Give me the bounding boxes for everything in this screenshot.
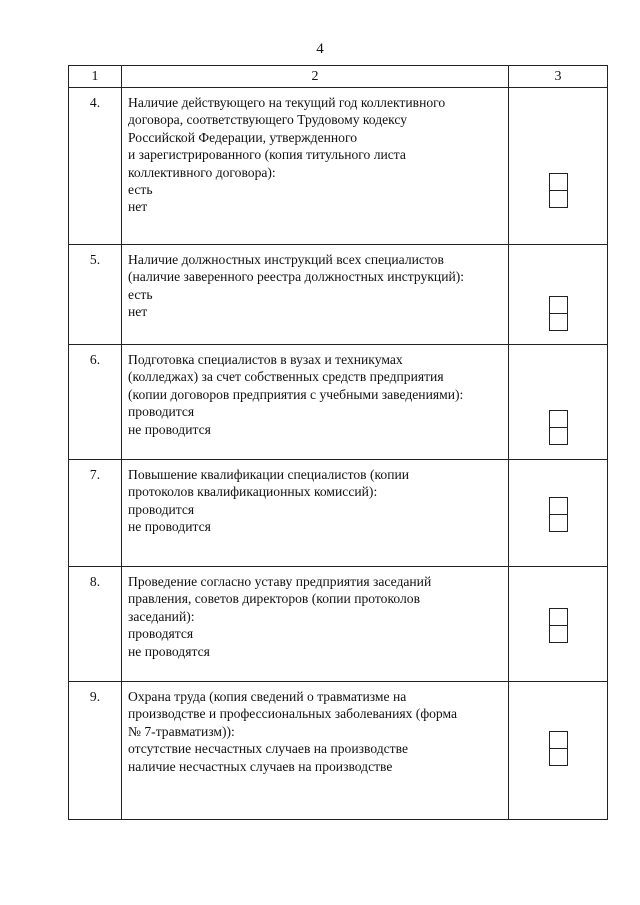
table-row (69, 682, 608, 820)
row-text-line: Подготовка специалистов в вузах и техникумах (128, 352, 403, 367)
option-yes-label: отсутствие несчастных случаев на производстве (128, 741, 408, 757)
table-header-row (69, 66, 608, 88)
checkbox-pair[interactable] (549, 173, 568, 208)
row-text-line: Российской Федерации, утвержденного (128, 129, 358, 145)
row-text-line: (наличие заверенного реестра должностных инструкций): (128, 269, 465, 285)
checkbox-cell (509, 682, 608, 820)
row-text-line: Наличие действующего на текущий год коллективного (128, 95, 446, 110)
row-number: 8. (69, 567, 122, 682)
table-row (69, 345, 608, 460)
row-text-line: Наличие должностных инструкций всех специалистов (128, 252, 444, 267)
checkbox-cell (509, 460, 608, 567)
row-text-line: коллективного договора): (128, 164, 276, 180)
page-number: 4 (316, 41, 324, 57)
column-header-1: 1 (69, 66, 122, 88)
row-text-line: № 7-травматизм)): (128, 723, 235, 739)
row-description (122, 567, 509, 682)
row-text-line: заседаний): (128, 608, 195, 624)
row-text-line: Проведение согласно уставу предприятия заседаний (128, 574, 432, 589)
row-description (122, 245, 509, 345)
row-number: 9. (69, 682, 122, 820)
option-yes-label: проводится (128, 404, 195, 420)
row-text-line: договора, соответствующего Трудовому кодексу (128, 112, 408, 128)
option-no-label: наличие несчастных случаев на производстве (128, 758, 393, 774)
checkbox-pair[interactable] (549, 296, 568, 331)
row-number: 5. (69, 245, 122, 345)
column-header-3: 3 (509, 66, 608, 88)
criteria-table (68, 65, 608, 820)
option-yes-label: есть (128, 286, 153, 302)
checkbox-pair[interactable] (549, 410, 568, 445)
row-text-line: Повышение квалификации специалистов (копии (128, 467, 410, 482)
option-no-label: нет (128, 304, 148, 320)
row-text-line: производстве и профессиональных заболеваниях (форма (128, 706, 458, 722)
row-number: 4. (69, 88, 122, 245)
row-text-line: протоколов квалификационных комиссий): (128, 484, 378, 500)
row-text-line: Охрана труда (копия сведений о травматизме на (128, 689, 407, 704)
option-yes-label: проводится (128, 501, 195, 517)
table-row (69, 460, 608, 567)
option-no-label: не проводится (128, 519, 211, 535)
row-text-line: правления, советов директоров (копии протоколов (128, 591, 420, 607)
row-number: 7. (69, 460, 122, 567)
column-header-2: 2 (122, 66, 509, 88)
option-no-label: не проводятся (128, 643, 210, 659)
checkbox-cell (509, 345, 608, 460)
checkbox-pair[interactable] (549, 497, 568, 532)
checkbox-pair[interactable] (549, 731, 568, 766)
checkbox-pair[interactable] (549, 608, 568, 643)
table-row (69, 567, 608, 682)
checkbox-cell (509, 245, 608, 345)
row-description (122, 460, 509, 567)
option-no-label: не проводится (128, 421, 211, 437)
row-text-line: (колледжах) за счет собственных средств предприятия (128, 369, 444, 385)
row-description (122, 345, 509, 460)
option-yes-label: есть (128, 182, 153, 198)
row-number: 6. (69, 345, 122, 460)
row-description (122, 88, 509, 245)
row-description (122, 682, 509, 820)
checkbox-cell (509, 88, 608, 245)
option-yes-label: проводятся (128, 626, 194, 642)
table-row (69, 88, 608, 245)
table-row (69, 245, 608, 345)
row-text-line: и зарегистрированного (копия титульного листа (128, 147, 406, 163)
row-text-line: (копии договоров предприятия с учебными заведениями): (128, 386, 464, 402)
checkbox-cell (509, 567, 608, 682)
option-no-label: нет (128, 199, 148, 215)
